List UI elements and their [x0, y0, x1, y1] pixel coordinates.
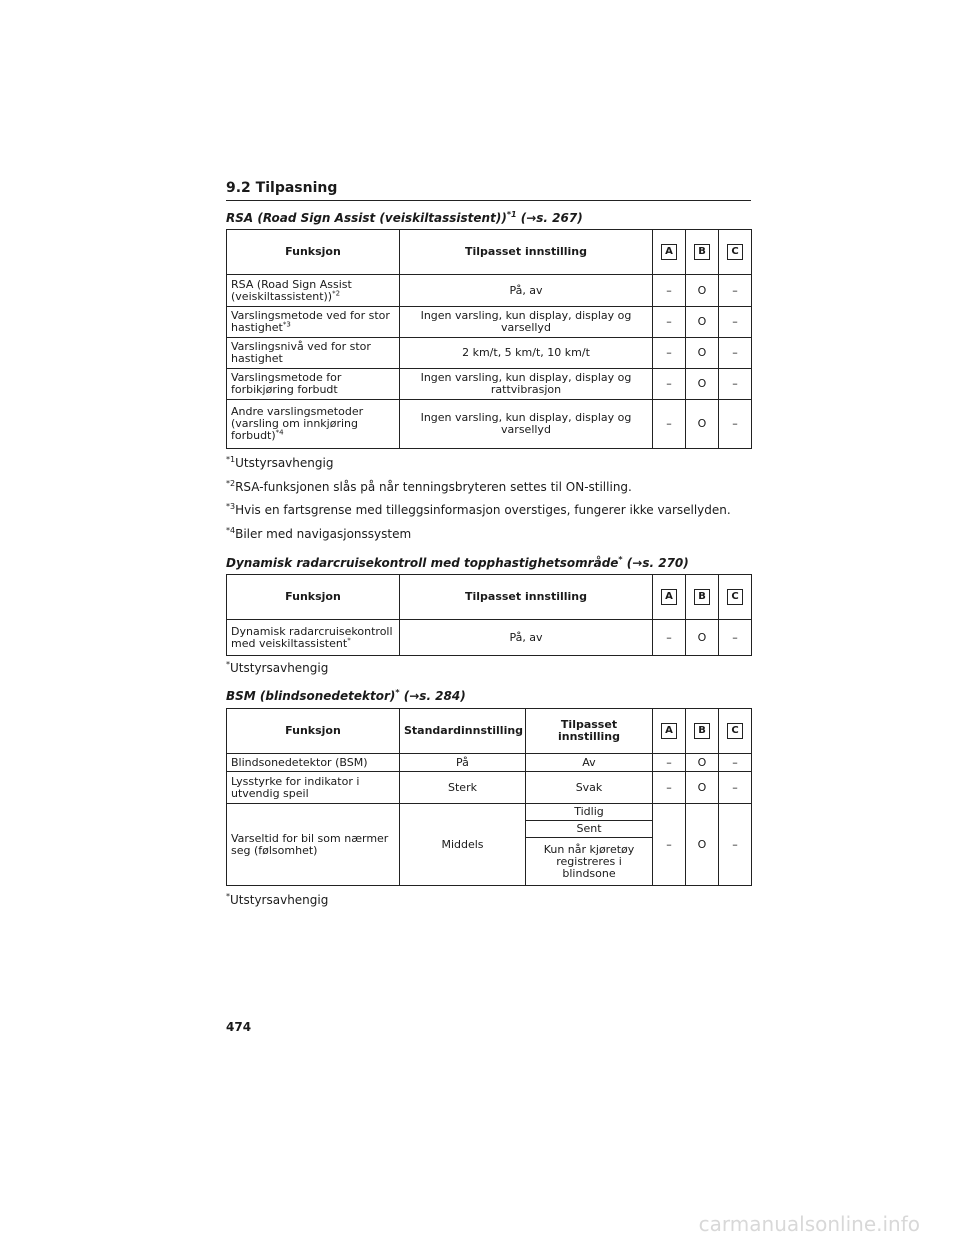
cell-tilpasset: På, av: [400, 275, 653, 307]
header-funksjon: Funksjon: [227, 709, 400, 754]
cell-funksjon: Varslingsmetode ved for stor hastighet$^{*3}$: [227, 307, 400, 338]
cell-standard: På: [400, 754, 526, 772]
cell-a: –: [653, 804, 686, 886]
footnote: $^{*3}$Hvis en fartsgrense med tilleggsinformasjon overstiges, fungerer ikke varsellyden.: [226, 502, 731, 517]
section1-title-text: RSA (Road Sign Assist (veiskiltassistent)): [226, 211, 507, 225]
header-tilpasset: Tilpasset innstilling: [400, 230, 653, 275]
table-row: [227, 307, 752, 338]
cell-tilpasset: Ingen varsling, kun display, display og varsellyd: [400, 307, 653, 338]
cell-funksjon: Blindsonedetektor (BSM): [227, 754, 400, 772]
table-row: [227, 620, 752, 656]
page-number: 474: [226, 1020, 252, 1034]
watermark: carmanualsonline.info: [698, 1212, 920, 1236]
bsm-table: [226, 708, 752, 886]
key-c-icon: C: [727, 244, 743, 260]
key-c-icon: C: [727, 589, 743, 605]
cell-a: –: [653, 338, 686, 369]
cell-a: –: [653, 772, 686, 804]
cell-b: O: [686, 307, 719, 338]
cell-funksjon: Andre varslingsmetoder (varsling om innkjøring forbudt)$^{*4}$: [227, 400, 400, 449]
cell-tilpasset: Ingen varsling, kun display, display og varsellyd: [400, 400, 653, 449]
cell-funksjon: Varseltid for bil som nærmer seg (følsomhet): [227, 804, 400, 886]
cell-b: O: [686, 754, 719, 772]
cell-standard: Middels: [400, 804, 526, 886]
cell-tilpasset: På, av: [400, 620, 653, 656]
cell-a: –: [653, 400, 686, 449]
cell-option: Tidlig: [526, 804, 653, 821]
rsa-table: [226, 229, 752, 449]
header-b: [686, 575, 719, 620]
cell-c: –: [719, 620, 752, 656]
cell-funksjon: Lysstyrke for indikator i utvendig speil: [227, 772, 400, 804]
cell-b: O: [686, 369, 719, 400]
cell-b: O: [686, 338, 719, 369]
footnote: *Utstyrsavhengig: [226, 660, 329, 675]
section1-title: [226, 210, 583, 226]
footnote: *Utstyrsavhengig: [226, 892, 329, 907]
cell-c: –: [719, 275, 752, 307]
table-row: [227, 338, 752, 369]
key-b-icon: B: [694, 723, 710, 739]
cell-option: Sent: [526, 821, 653, 838]
table-row: [227, 369, 752, 400]
section2-title-text: Dynamisk radarcruisekontroll med topphastighetsområde: [226, 556, 619, 570]
cell-b: O: [686, 275, 719, 307]
header-a: [653, 575, 686, 620]
table-row: [227, 754, 752, 772]
cell-c: –: [719, 754, 752, 772]
cell-funksjon: Varslingsmetode for forbikjøring forbudt: [227, 369, 400, 400]
cell-c: –: [719, 772, 752, 804]
cell-funksjon: RSA (Road Sign Assist (veiskiltassistent))$^{*2}$: [227, 275, 400, 307]
cell-c: –: [719, 338, 752, 369]
section1-title-sup: *1: [506, 210, 517, 219]
footnote: $^{*4}$Biler med navigasjonssystem: [226, 526, 412, 541]
table-row: [227, 772, 752, 804]
key-a-icon: A: [661, 589, 677, 605]
cell-c: –: [719, 307, 752, 338]
table-row: [227, 400, 752, 449]
cell-a: –: [653, 620, 686, 656]
cell-c: –: [719, 369, 752, 400]
key-c-icon: C: [727, 723, 743, 739]
section3-title-text: BSM (blindsonedetektor): [226, 689, 396, 703]
cell-tilpasset: Svak: [526, 772, 653, 804]
cell-b: O: [686, 804, 719, 886]
header-funksjon: Funksjon: [227, 575, 400, 620]
cell-c: –: [719, 804, 752, 886]
header-c: [719, 709, 752, 754]
table-row: [227, 804, 752, 821]
radar-cruise-table: [226, 574, 752, 656]
key-b-icon: B: [694, 589, 710, 605]
key-b-icon: B: [694, 244, 710, 260]
header-c: [719, 575, 752, 620]
cell-tilpasset: Ingen varsling, kun display, display og rattvibrasjon: [400, 369, 653, 400]
footnote: $^{*2}$RSA-funksjonen slås på når tenningsbryteren settes til ON-stilling.: [226, 479, 632, 494]
section3-title: [226, 688, 466, 704]
cell-a: –: [653, 754, 686, 772]
table-header-row: [227, 230, 752, 275]
section2-title-sup: *: [618, 555, 623, 564]
header-funksjon: Funksjon: [227, 230, 400, 275]
header-standard: Standardinnstilling: [400, 709, 526, 754]
cell-tilpasset: 2 km/t, 5 km/t, 10 km/t: [400, 338, 653, 369]
cell-tilpasset: Av: [526, 754, 653, 772]
cell-a: –: [653, 307, 686, 338]
section1-ref[interactable]: (→s. 267): [520, 211, 583, 225]
cell-a: –: [653, 275, 686, 307]
footnote: $^{*1}$Utstyrsavhengig: [226, 455, 334, 470]
key-a-icon: A: [661, 723, 677, 739]
cell-standard: Sterk: [400, 772, 526, 804]
cell-option: Kun når kjøretøy registreres i blindsone: [526, 838, 653, 886]
cell-a: –: [653, 369, 686, 400]
section2-ref[interactable]: (→s. 270): [626, 556, 689, 570]
cell-funksjon: Varslingsnivå ved for stor hastighet: [227, 338, 400, 369]
cell-c: –: [719, 400, 752, 449]
header-tilpasset: Tilpasset innstilling: [400, 575, 653, 620]
section3-title-sup: *: [395, 688, 400, 697]
header-b: [686, 709, 719, 754]
cell-b: O: [686, 772, 719, 804]
table-header-row: [227, 709, 752, 754]
section2-title: [226, 555, 689, 571]
header-a: [653, 230, 686, 275]
chapter-heading: 9.2 Tilpasning: [226, 178, 751, 201]
section3-ref[interactable]: (→s. 284): [403, 689, 466, 703]
header-a: [653, 709, 686, 754]
table-header-row: [227, 575, 752, 620]
cell-b: O: [686, 620, 719, 656]
cell-b: O: [686, 400, 719, 449]
header-b: [686, 230, 719, 275]
table-row: [227, 275, 752, 307]
header-c: [719, 230, 752, 275]
key-a-icon: A: [661, 244, 677, 260]
cell-funksjon: Dynamisk radarcruisekontroll med veiskiltassistent*: [227, 620, 400, 656]
header-tilpasset: Tilpasset innstilling: [526, 709, 653, 754]
